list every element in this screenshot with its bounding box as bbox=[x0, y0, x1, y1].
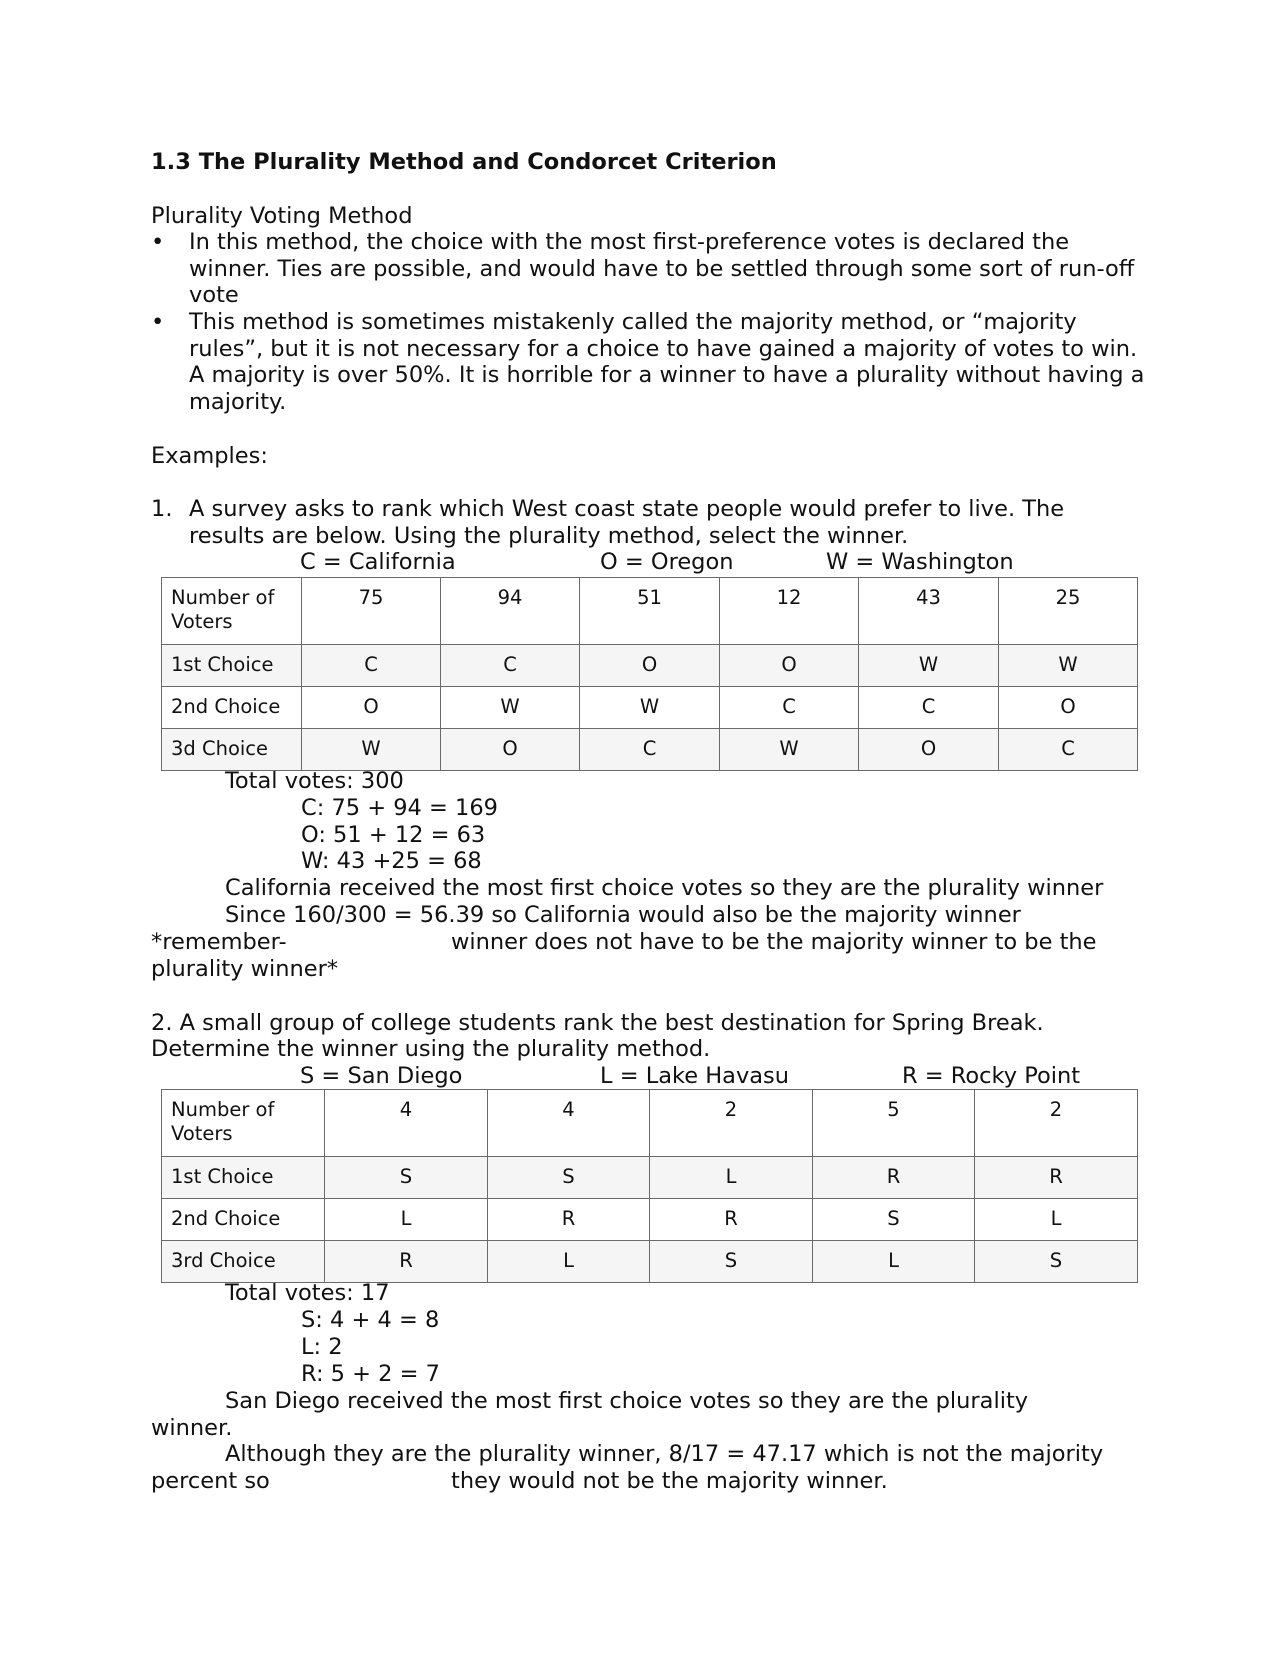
table-cell: O bbox=[441, 729, 580, 771]
table-row bbox=[162, 687, 1138, 729]
tally-line: W: 43 +25 = 68 bbox=[301, 848, 482, 874]
table-cell: C bbox=[580, 729, 720, 771]
legend-item: W = Washington bbox=[826, 549, 1014, 575]
table-cell: 94 bbox=[441, 578, 580, 645]
conclusion-text: California received the most first choice votes so they are the plurality winner bbox=[225, 875, 1104, 901]
table-cell: 12 bbox=[720, 578, 859, 645]
tally-line: C: 75 + 94 = 169 bbox=[301, 795, 498, 821]
remember-note: plurality winner* bbox=[151, 956, 339, 982]
table-cell: C bbox=[441, 645, 580, 687]
table-cell: 2 bbox=[975, 1090, 1138, 1157]
ballot-table bbox=[161, 1089, 1138, 1283]
table-cell: 4 bbox=[488, 1090, 650, 1157]
section-heading: Plurality Voting Method bbox=[151, 203, 413, 229]
conclusion-text: San Diego received the most first choice votes so they are the plurality bbox=[225, 1388, 1029, 1414]
table-cell: 2 bbox=[650, 1090, 813, 1157]
table-cell: R bbox=[488, 1199, 650, 1241]
remember-note: *remember- bbox=[151, 929, 287, 955]
conclusion-text: percent so bbox=[151, 1468, 270, 1494]
bullet-marker: • bbox=[151, 309, 165, 335]
example-prompt: 2. A small group of college students rank the best destination for Spring Break. bbox=[151, 1010, 1044, 1036]
conclusion-text: Since 160/300 = 56.39 so California would also be the majority winner bbox=[225, 902, 1021, 928]
table-cell: C bbox=[999, 729, 1138, 771]
table-cell: R bbox=[813, 1157, 975, 1199]
table-cell: W bbox=[441, 687, 580, 729]
tally-line: R: 5 + 2 = 7 bbox=[301, 1361, 440, 1387]
table-cell: R bbox=[975, 1157, 1138, 1199]
table-cell: O bbox=[859, 729, 999, 771]
table-cell: W bbox=[999, 645, 1138, 687]
table-cell: O bbox=[999, 687, 1138, 729]
row-header: 2nd Choice bbox=[162, 687, 302, 729]
table-row bbox=[162, 1157, 1138, 1199]
bullet-item: This method is sometimes mistakenly called the majority method, or “majority rules”, but it is not necessary for a choice to have gained a majority of votes to win. A majority is over 50%. It is horrible for a winner to have a plurality without having a majority. bbox=[189, 309, 1145, 416]
table-cell: 5 bbox=[813, 1090, 975, 1157]
table-row bbox=[162, 578, 1138, 645]
legend-item: C = California bbox=[300, 549, 456, 575]
total-votes: Total votes: 17 bbox=[225, 1280, 390, 1306]
table-cell: O bbox=[302, 687, 441, 729]
table-cell: 25 bbox=[999, 578, 1138, 645]
table-cell: S bbox=[813, 1199, 975, 1241]
table-cell: S bbox=[488, 1157, 650, 1199]
table-cell: S bbox=[975, 1241, 1138, 1283]
table-row bbox=[162, 1199, 1138, 1241]
legend-item: R = Rocky Point bbox=[902, 1063, 1081, 1089]
remember-note: winner does not have to be the majority winner to be the bbox=[451, 929, 1097, 955]
table-cell: S bbox=[650, 1241, 813, 1283]
table-cell: L bbox=[975, 1199, 1138, 1241]
table-cell: C bbox=[859, 687, 999, 729]
row-header: 2nd Choice bbox=[162, 1199, 325, 1241]
row-header: 1st Choice bbox=[162, 1157, 325, 1199]
bullet-marker: • bbox=[151, 229, 165, 255]
table-cell: O bbox=[720, 645, 859, 687]
table-row bbox=[162, 645, 1138, 687]
table-cell: R bbox=[650, 1199, 813, 1241]
table-cell: 4 bbox=[325, 1090, 488, 1157]
row-header: 3rd Choice bbox=[162, 1241, 325, 1283]
table-cell: R bbox=[325, 1241, 488, 1283]
table-cell: W bbox=[302, 729, 441, 771]
table-cell: W bbox=[859, 645, 999, 687]
legend-item: O = Oregon bbox=[600, 549, 734, 575]
table-row bbox=[162, 1090, 1138, 1157]
example-prompt: results are below. Using the plurality method, select the winner. bbox=[189, 523, 909, 549]
row-header: Number of Voters bbox=[162, 1090, 325, 1157]
table-row bbox=[162, 729, 1138, 771]
table-cell: L bbox=[650, 1157, 813, 1199]
table-cell: C bbox=[720, 687, 859, 729]
conclusion-text: they would not be the majority winner. bbox=[451, 1468, 888, 1494]
example-prompt: A survey asks to rank which West coast state people would prefer to live. The bbox=[189, 496, 1065, 522]
table-cell: L bbox=[325, 1199, 488, 1241]
example-prompt: Determine the winner using the plurality method. bbox=[151, 1036, 711, 1062]
table-cell: O bbox=[580, 645, 720, 687]
page-title: 1.3 The Plurality Method and Condorcet Criterion bbox=[151, 149, 777, 175]
table-cell: C bbox=[302, 645, 441, 687]
conclusion-text: Although they are the plurality winner, 8/17 = 47.17 which is not the majority bbox=[225, 1441, 1104, 1467]
examples-label: Examples: bbox=[151, 443, 268, 469]
example-number: 1. bbox=[151, 496, 173, 522]
row-header: Number of Voters bbox=[162, 578, 302, 645]
table-cell: L bbox=[488, 1241, 650, 1283]
legend-item: S = San Diego bbox=[300, 1063, 463, 1089]
table-cell: 75 bbox=[302, 578, 441, 645]
legend-item: L = Lake Havasu bbox=[600, 1063, 790, 1089]
bullet-item: In this method, the choice with the most first-preference votes is declared the winner. Ties are possible, and would have to be settled through some sort of run-off vote bbox=[189, 229, 1135, 309]
tally-line: O: 51 + 12 = 63 bbox=[301, 822, 486, 848]
row-header: 3d Choice bbox=[162, 729, 302, 771]
table-cell: 51 bbox=[580, 578, 720, 645]
tally-line: L: 2 bbox=[301, 1334, 343, 1360]
tally-line: S: 4 + 4 = 8 bbox=[301, 1307, 440, 1333]
ballot-table bbox=[161, 577, 1138, 771]
total-votes: Total votes: 300 bbox=[225, 768, 404, 794]
conclusion-text: winner. bbox=[151, 1415, 233, 1441]
table-cell: W bbox=[720, 729, 859, 771]
row-header: 1st Choice bbox=[162, 645, 302, 687]
table-cell: 43 bbox=[859, 578, 999, 645]
table-row bbox=[162, 1241, 1138, 1283]
table-cell: S bbox=[325, 1157, 488, 1199]
table-cell: W bbox=[580, 687, 720, 729]
table-cell: L bbox=[813, 1241, 975, 1283]
